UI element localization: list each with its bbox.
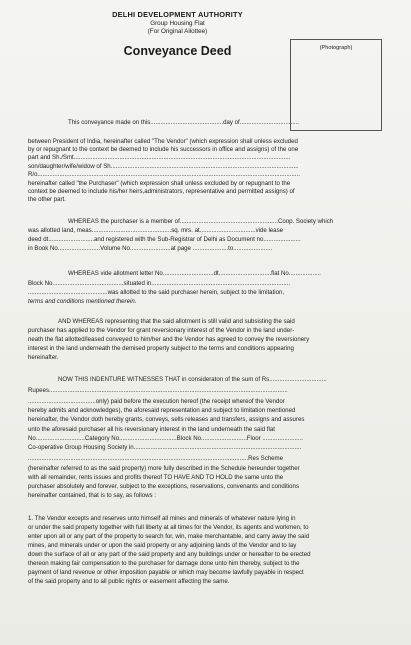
document-header xyxy=(70,10,285,58)
deed-line: hereby admits and acknowledges), the aforesaid representation and subject to limitation mentioned xyxy=(28,407,296,414)
deed-line: hereinafter. xyxy=(28,354,59,361)
deed-line: son/daughter/wife/widow of Sh............................................................................................................... xyxy=(28,163,299,170)
deed-line: unto the aforesaid purchaser all his reversionary interest in the land underneath the said flat xyxy=(28,426,275,433)
deed-line: hereinafter, the Vendor doth hereby grants, conveys, sells releases and transfers, assigns and assures xyxy=(28,416,305,423)
deed-line: purchaser has applied to the Vendor for grant reversionary interest of the Vendor in the land under- xyxy=(28,327,295,334)
deed-line: terms and conditions mentioned therein. xyxy=(28,298,137,305)
allottee-note: (For Original Allottee) xyxy=(147,28,208,35)
deed-line: of the said property and to all public rights or easement affecting the same. xyxy=(28,578,230,585)
deed-line: hereinafter called "the Purchaser" (which expression shall unless excluded by or repugnant to the xyxy=(28,180,291,187)
deed-line: context be deemed to include his/her heirs,administrators, representative and permitted assigns) of xyxy=(28,188,295,195)
photograph-box xyxy=(290,39,382,131)
deed-line: was allotted land, meas...............................................sq. mrs. at.................................vide lease xyxy=(28,227,284,234)
deed-line: between President of India, hereinafter called "The Vendor" (which expression shall unless excluded xyxy=(28,138,298,145)
deed-line: hereinafter contained, that is to say, as follows : xyxy=(28,492,156,499)
deed-line: purchaser absolutely and forever, subject to the exceptions, reservations, convenants and conditions xyxy=(28,483,299,490)
deed-line: R/o........................................................................................................................................................... xyxy=(28,171,300,178)
deed-line: WHEREAS the purchaser is a member of..........................................................Coop. Society which xyxy=(68,218,334,225)
deed-line: in Book No.........................Volume No........................at page .....................to....................... xyxy=(28,245,273,252)
deed-line: No.............................Category No..................................Block No...........................Floor ........................ xyxy=(28,435,303,442)
deed-line: down the surface of all or any part of the said property and any buildings under or hereafter to be erected xyxy=(28,551,311,558)
deed-line: Block No..........................................situated in.................................................................................. xyxy=(28,280,291,287)
deed-line: ........................................only) paid before the execution hereof (the receipt whereof the Vendor xyxy=(28,398,285,405)
deed-line: This conveyance made on this...........................................day of................................... xyxy=(68,119,299,126)
deed-line: enter upon all or any part of the property to search for, win, make merchantable, and carry away the said xyxy=(28,533,310,540)
deed-line: the other part. xyxy=(28,196,66,203)
deed-line: or under the said property together with full liberty at all times for the Vendor, its agents and workmen, to xyxy=(28,524,309,531)
deed-line: ..................................................................................................................................Res Scheme xyxy=(28,455,283,462)
deed-line: WHEREAS vide allotment letter No..............................dt...............................flat No................... xyxy=(68,270,321,277)
deed-line: Rupees............................................................................................................................................. xyxy=(28,387,288,394)
deed-line: Co-operative Group Housing Society in................................................................................................... xyxy=(28,444,302,451)
deed-line: thereon making fair compensation to the purchaser for damage done unto him thereby, subject to the xyxy=(28,560,300,567)
deed-line: with all remainder, rents issues and profits thereof TO HAVE AND TO HOLD the same unto the xyxy=(28,474,284,481)
deed-line: mines, and minerals under or upon the said property or any adjoining lands of the Vendor and to lay xyxy=(28,542,297,549)
scheme-name: Group Housing Flat xyxy=(150,20,205,27)
deed-line: part and Sh./Smt................................................................................................................................ xyxy=(28,154,291,161)
deed-line: by or repugnant to the context be deemed to include his successors in office and assigns) of the one xyxy=(28,146,299,153)
document-title: Conveyance Deed xyxy=(123,44,232,58)
deed-line: neath the flat allotted/leased conveyed to him/her and the Vendor has agreed to convey the reversionery xyxy=(28,336,310,343)
photograph-label: (Photograph) xyxy=(319,45,353,51)
deed-line: AND WHEREAS representing that the said allotment is still valid and subsisting the said xyxy=(58,318,295,325)
authority-name: DELHI DEVELOPMENT AUTHORITY xyxy=(112,10,243,19)
deed-line: interest in the land underneath the demised property subject to the terms and conditions appearing xyxy=(28,345,294,352)
deed-line: deed dt...........................and registered with the Sub-Registrar of Delhi as Document no...................... xyxy=(28,236,301,243)
deed-line: NOW THIS INDENTURE WITNESSES THAT in consideraton of the sum of Rs.................................. xyxy=(58,376,327,383)
deed-line: 1. The Vendor excepts and reserves unto himself all mines and minerals of whatever nature lying in xyxy=(28,515,296,522)
deed-line: ...............................................was allotted to the said purchaser herein, subject to the limitation, xyxy=(28,289,285,296)
deed-line: (hereinafter referred to as the said property) more fully described in the Schedule hereunder together xyxy=(28,465,300,472)
deed-line: payment of land revenue or other imposition payable or which may become lawfully payable in respect xyxy=(28,569,304,576)
